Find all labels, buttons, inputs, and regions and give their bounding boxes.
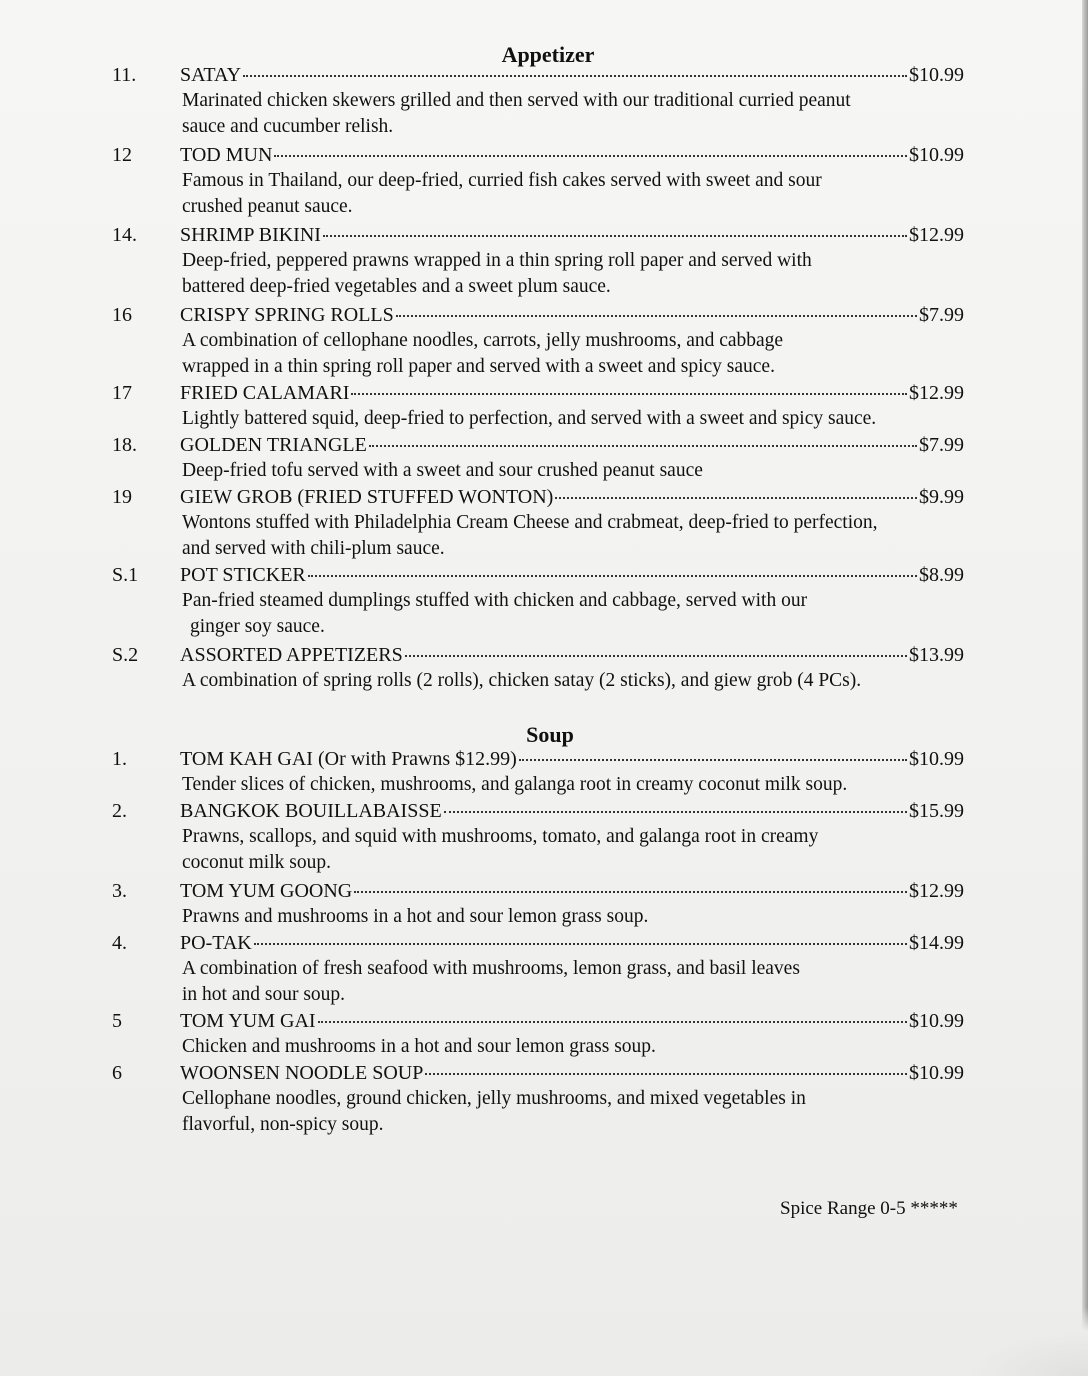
dot-leader — [308, 575, 917, 577]
item-name: WOONSEN NOODLE SOUP — [180, 1062, 424, 1084]
item-name: PO-TAK — [180, 932, 252, 954]
dot-leader — [369, 445, 917, 447]
item-title-row — [180, 142, 964, 168]
item-title-row — [180, 1060, 964, 1086]
item-price: $12.99 — [909, 880, 964, 902]
soup-heading: Soup — [526, 722, 574, 747]
item-title-row — [180, 878, 964, 904]
item-description: Deep-fried, peppered prawns wrapped in a thin spring roll paper and served with — [182, 250, 812, 271]
item-price: $10.99 — [909, 748, 964, 770]
item-price: $12.99 — [909, 224, 964, 246]
item-description: Prawns and mushrooms in a hot and sour lemon grass soup. — [182, 906, 649, 927]
item-number: S.2 — [112, 644, 139, 666]
item-description: Lightly battered squid, deep-fried to perfection, and served with a sweet and spicy sauce. — [182, 408, 877, 429]
item-description: A combination of cellophane noodles, carrots, jelly mushrooms, and cabbage — [182, 330, 784, 351]
item-title-row — [180, 484, 964, 510]
appetizer-heading: Appetizer — [501, 42, 595, 67]
item-name: BANGKOK BOUILLABAISSE — [180, 800, 442, 822]
item-price: $10.99 — [909, 1062, 964, 1084]
item-number: 5 — [112, 1010, 122, 1032]
item-number: 12 — [112, 144, 132, 166]
item-name: POT STICKER — [180, 564, 306, 586]
item-description: Prawns, scallops, and squid with mushrooms, tomato, and galanga root in creamy — [182, 826, 819, 847]
item-description: A combination of fresh seafood with mushrooms, lemon grass, and basil leaves — [182, 958, 800, 979]
dot-leader — [254, 943, 907, 945]
item-description: Marinated chicken skewers grilled and then served with our traditional curried peanut — [182, 90, 851, 111]
item-name: TOM YUM GAI — [180, 1010, 316, 1032]
item-description: battered deep-fried vegetables and a sweet plum sauce. — [182, 276, 611, 297]
item-description: Chicken and mushrooms in a hot and sour lemon grass soup. — [182, 1036, 656, 1057]
item-price: $15.99 — [909, 800, 964, 822]
item-description: in hot and sour soup. — [182, 984, 346, 1005]
item-number: 11. — [112, 64, 137, 86]
item-price: $12.99 — [909, 382, 964, 404]
item-title-row — [180, 798, 964, 824]
item-title-row — [180, 930, 964, 956]
item-name: GOLDEN TRIANGLE — [180, 434, 367, 456]
item-description: coconut milk soup. — [182, 852, 331, 873]
item-number: 16 — [112, 304, 132, 326]
item-description: and served with chili-plum sauce. — [182, 538, 445, 559]
page-curl — [898, 1306, 1088, 1376]
item-price: $9.99 — [919, 486, 964, 508]
item-title-row — [180, 432, 964, 458]
item-description: A combination of spring rolls (2 rolls), chicken satay (2 sticks), and giew grob (4 PCs). — [182, 670, 862, 691]
item-price: $7.99 — [919, 304, 964, 326]
item-name: TOD MUN — [180, 144, 273, 166]
item-name: TOM YUM GOONG — [180, 880, 353, 902]
dot-leader — [243, 75, 907, 77]
item-name: SHRIMP BIKINI — [180, 224, 321, 246]
page-edge-shadow — [1082, 0, 1088, 1376]
item-price: $7.99 — [919, 434, 964, 456]
dot-leader — [354, 891, 907, 893]
item-description: ginger soy sauce. — [190, 616, 325, 637]
item-name: FRIED CALAMARI — [180, 382, 350, 404]
item-description: Cellophane noodles, ground chicken, jelly mushrooms, and mixed vegetables in — [182, 1088, 806, 1109]
item-description: Famous in Thailand, our deep-fried, curried fish cakes served with sweet and sour — [182, 170, 822, 191]
item-name: TOM KAH GAI (Or with Prawns $12.99) — [180, 748, 517, 770]
item-title-row — [180, 302, 964, 328]
item-description: Tender slices of chicken, mushrooms, and galanga root in creamy coconut milk soup. — [182, 774, 848, 795]
item-name: ASSORTED APPETIZERS — [180, 644, 403, 666]
item-description: flavorful, non-spicy soup. — [182, 1114, 384, 1135]
dot-leader — [351, 393, 907, 395]
dot-leader — [274, 155, 907, 157]
item-title-row — [180, 1008, 964, 1034]
item-description: crushed peanut sauce. — [182, 196, 353, 217]
item-number: 17 — [112, 382, 132, 404]
item-description: Deep-fried tofu served with a sweet and sour crushed peanut sauce — [182, 460, 703, 481]
item-title-row — [180, 562, 964, 588]
item-price: $13.99 — [909, 644, 964, 666]
dot-leader — [425, 1073, 907, 1075]
item-title-row — [180, 746, 964, 772]
item-description: wrapped in a thin spring roll paper and served with a sweet and spicy sauce. — [182, 356, 775, 377]
dot-leader — [318, 1021, 907, 1023]
item-name: GIEW GROB (FRIED STUFFED WONTON) — [180, 486, 554, 508]
dot-leader — [444, 811, 907, 813]
spice-range-note: Spice Range 0-5 ***** — [780, 1198, 958, 1219]
dot-leader — [519, 759, 907, 761]
item-number: 19 — [112, 486, 132, 508]
item-title-row — [180, 62, 964, 88]
item-description: Wontons stuffed with Philadelphia Cream Cheese and crabmeat, deep-fried to perfection, — [182, 512, 878, 533]
item-name: CRISPY SPRING ROLLS — [180, 304, 394, 326]
item-number: S.1 — [112, 564, 139, 586]
item-number: 18. — [112, 434, 137, 456]
item-number: 6 — [112, 1062, 122, 1084]
dot-leader — [405, 655, 907, 657]
item-number: 3. — [112, 880, 127, 902]
item-number: 1. — [112, 748, 127, 770]
item-title-row — [180, 380, 964, 406]
item-description: Pan-fried steamed dumplings stuffed with chicken and cabbage, served with our — [182, 590, 808, 611]
item-title-row — [180, 642, 964, 668]
dot-leader — [555, 497, 917, 499]
item-number: 2. — [112, 800, 127, 822]
item-number: 4. — [112, 932, 127, 954]
item-number: 14. — [112, 224, 137, 246]
item-price: $14.99 — [909, 932, 964, 954]
item-price: $10.99 — [909, 64, 964, 86]
dot-leader — [396, 315, 917, 317]
item-price: $10.99 — [909, 144, 964, 166]
item-price: $10.99 — [909, 1010, 964, 1032]
dot-leader — [323, 235, 907, 237]
item-name: SATAY — [180, 64, 242, 86]
item-title-row — [180, 222, 964, 248]
item-price: $8.99 — [919, 564, 964, 586]
item-description: sauce and cucumber relish. — [182, 116, 394, 137]
